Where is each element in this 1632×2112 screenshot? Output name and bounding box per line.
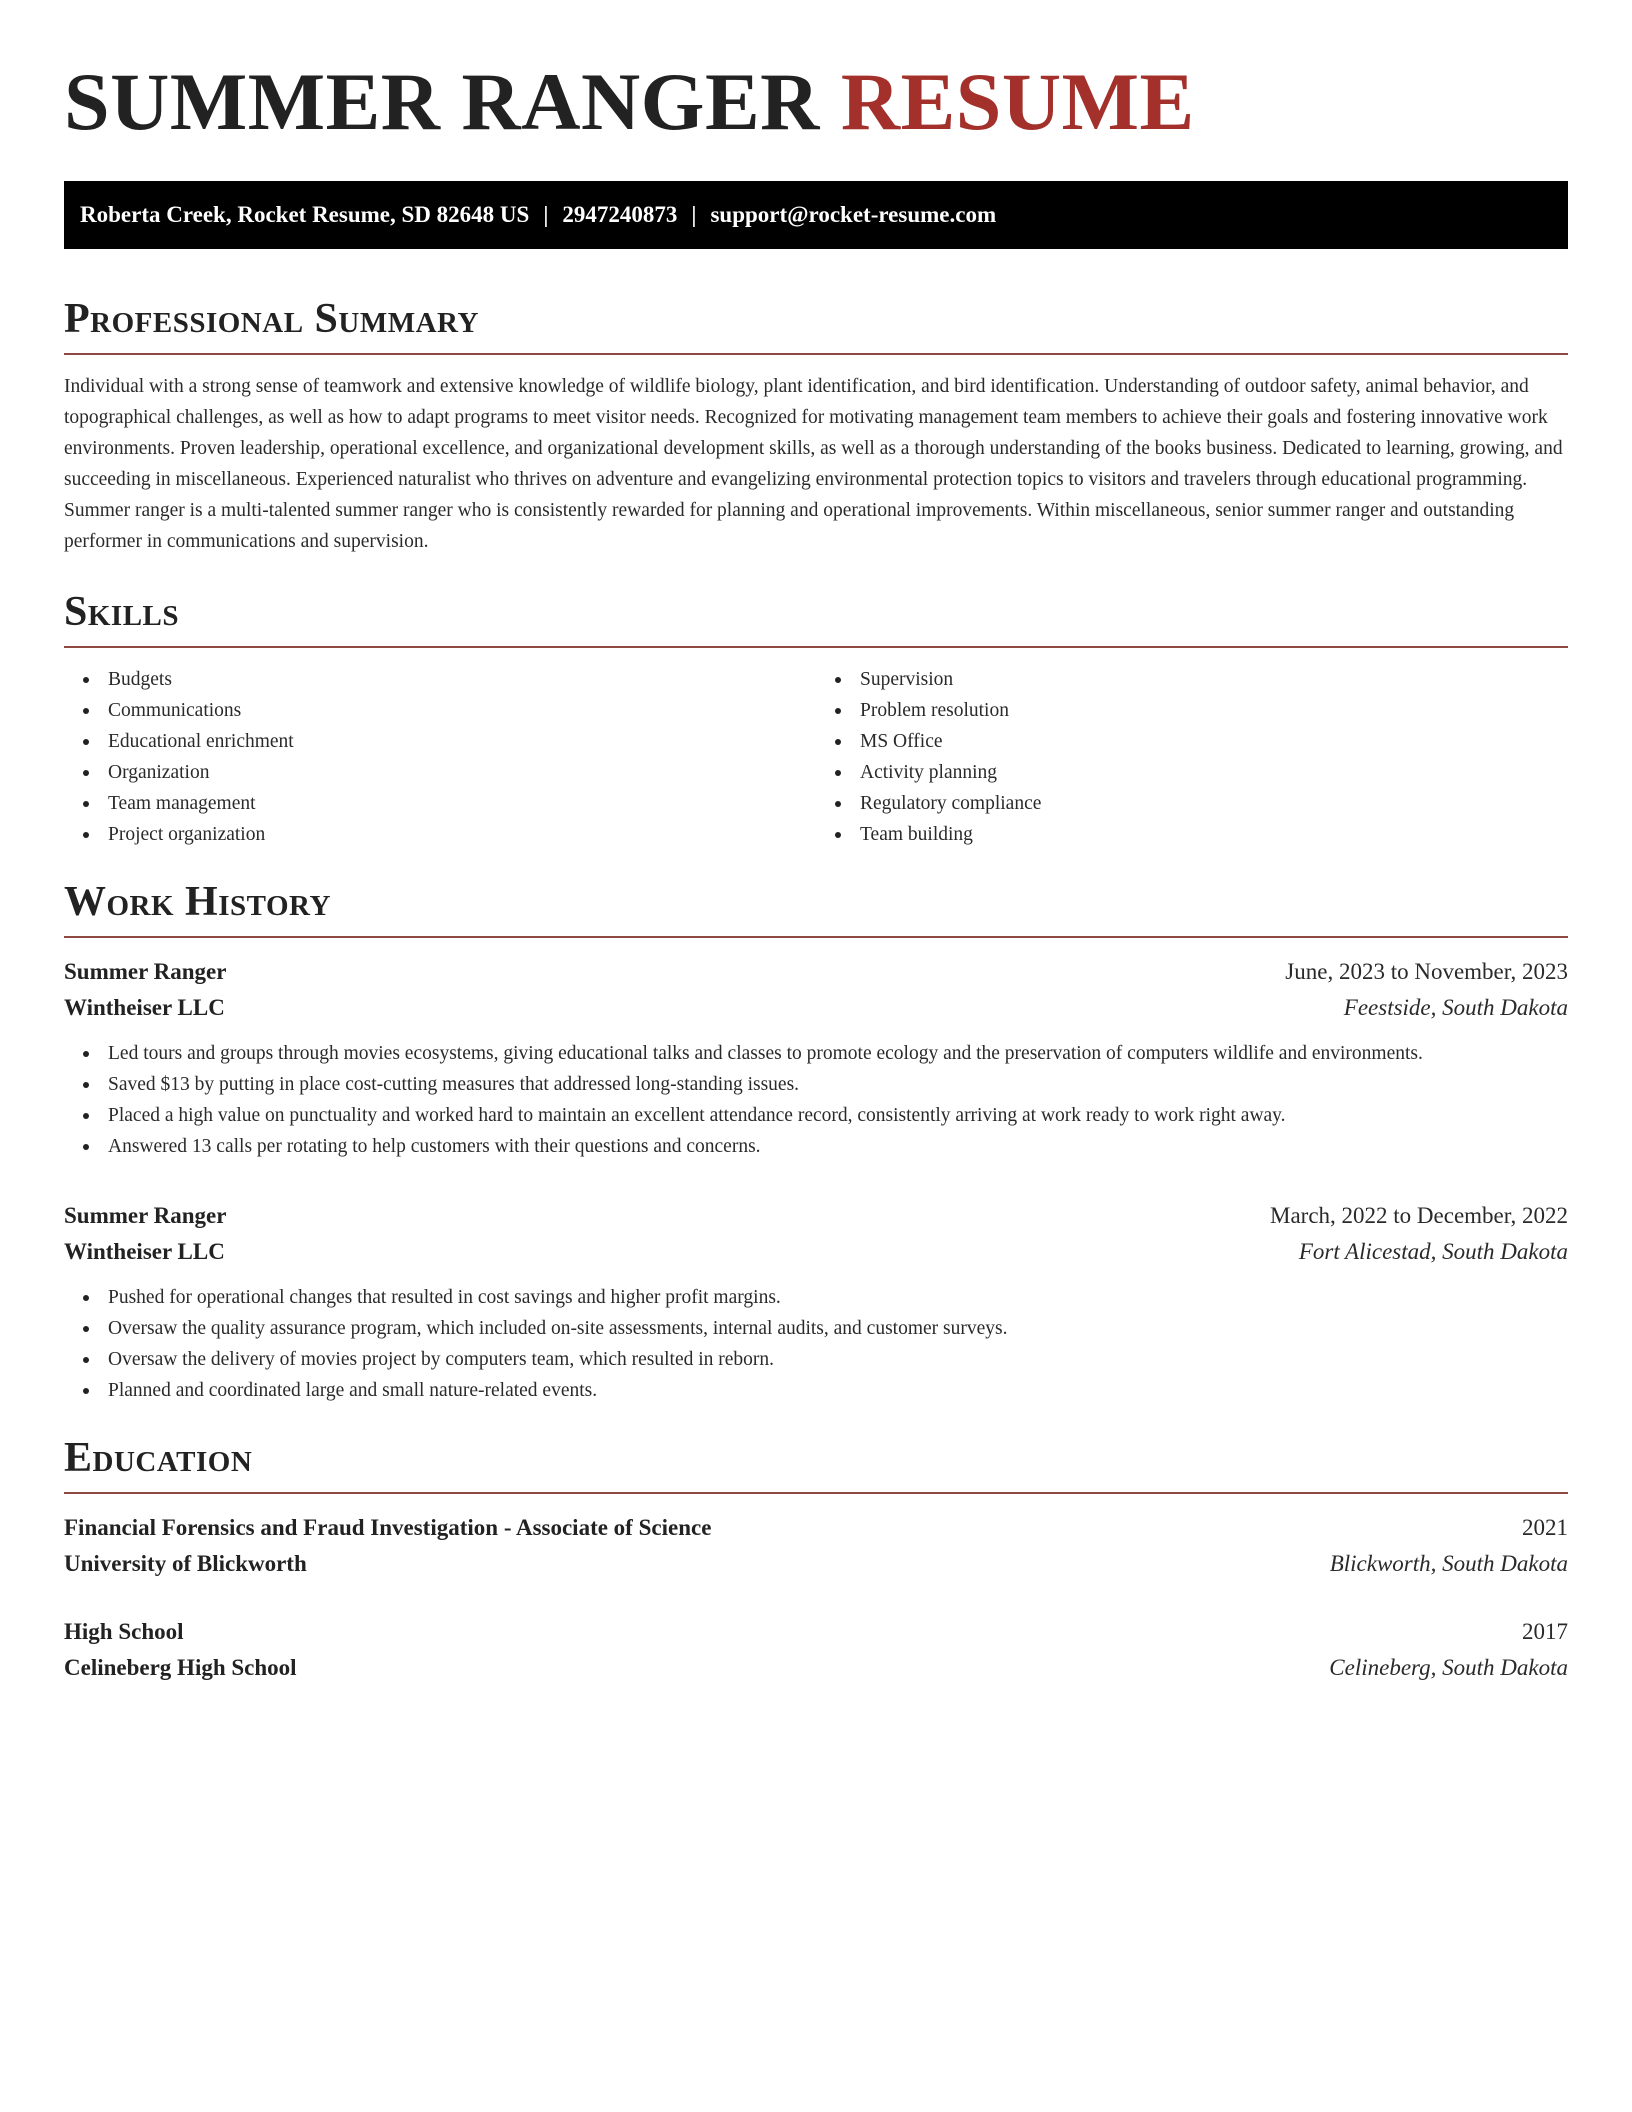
job-header-row — [64, 1198, 1568, 1234]
skill-item: Educational enrichment — [108, 726, 816, 757]
education-degree: Financial Forensics and Fraud Investigation - Associate of Science — [64, 1515, 712, 1540]
education-degree-row — [64, 1510, 1568, 1546]
contact-phone: 2947240873 — [562, 202, 678, 227]
job-bullet: Planned and coordinated large and small nature-related events. — [108, 1375, 1568, 1406]
education-school-row — [64, 1546, 1568, 1582]
education-heading: Education — [64, 1435, 253, 1481]
skill-item: MS Office — [860, 726, 1568, 757]
skill-item: Supervision — [860, 664, 1568, 695]
job-location: Fort Alicestad, South Dakota — [1298, 1239, 1568, 1264]
contact-address: Roberta Creek, Rocket Resume, SD 82648 US — [80, 202, 530, 227]
education-entry — [64, 1510, 1568, 1582]
skill-item: Problem resolution — [860, 695, 1568, 726]
skill-item: Organization — [108, 757, 816, 788]
education-school: Celineberg High School — [64, 1655, 297, 1680]
education-entry — [64, 1614, 1568, 1686]
job-company-row — [64, 990, 1568, 1026]
education-degree: High School — [64, 1619, 184, 1644]
education-year: 2017 — [1522, 1619, 1568, 1644]
section-divider — [64, 1492, 1568, 1494]
skills-heading: Skills — [64, 589, 180, 635]
job-title: Summer Ranger — [64, 1203, 227, 1228]
job-company-row — [64, 1234, 1568, 1270]
job-company: Wintheiser LLC — [64, 1239, 225, 1264]
summary-section — [64, 293, 1568, 557]
job-dates: June, 2023 to November, 2023 — [1285, 959, 1568, 984]
section-divider — [64, 646, 1568, 648]
work-heading: Work History — [64, 879, 331, 925]
job-dates: March, 2022 to December, 2022 — [1270, 1203, 1568, 1228]
section-divider — [64, 936, 1568, 938]
job-bullet: Led tours and groups through movies ecosystems, giving educational talks and classes to promote ecology and the preservation of computers wildlife and environments. — [108, 1038, 1568, 1069]
skill-item: Activity planning — [860, 757, 1568, 788]
skill-item: Team management — [108, 788, 816, 819]
title-main: SUMMER RANGER — [64, 56, 820, 147]
skills-columns — [64, 664, 1568, 850]
education-school: University of Blickworth — [64, 1551, 307, 1576]
title-accent: RESUME — [840, 56, 1195, 147]
job-bullets — [64, 1038, 1568, 1162]
job-bullet: Placed a high value on punctuality and worked hard to maintain an excellent attendance record, consistently arriving at work ready to work right away. — [108, 1100, 1568, 1131]
job-location: Feestside, South Dakota — [1343, 995, 1568, 1020]
skills-list-left — [64, 664, 816, 850]
job-bullets — [64, 1282, 1568, 1406]
education-location: Blickworth, South Dakota — [1329, 1551, 1568, 1576]
skill-item: Regulatory compliance — [860, 788, 1568, 819]
education-year: 2021 — [1522, 1515, 1568, 1540]
job-entry — [64, 954, 1568, 1162]
job-bullet: Pushed for operational changes that resulted in cost savings and higher profit margins. — [108, 1282, 1568, 1313]
job-bullet: Oversaw the quality assurance program, which included on-site assessments, internal audits, and customer surveys. — [108, 1313, 1568, 1344]
skill-item: Team building — [860, 819, 1568, 850]
skill-item: Budgets — [108, 664, 816, 695]
summary-heading: Professional Summary — [64, 296, 479, 342]
resume-title — [64, 0, 1568, 152]
contact-separator: | — [691, 202, 697, 227]
job-entry — [64, 1198, 1568, 1406]
contact-bar — [64, 181, 1568, 249]
section-divider — [64, 353, 1568, 355]
skills-list-right — [816, 664, 1568, 850]
summary-text: Individual with a strong sense of teamwork and extensive knowledge of wildlife biology, plant identification, and bird identification. Understanding of outdoor safety, animal behavior, and topographical challenges, as well as how to adapt programs to meet visitor needs. Recognized for motivating management team members to achieve their goals and fostering innovative work environments. Proven leadership, operational excellence, and organizational development skills, as well as a thorough understanding of the books business. Dedicated to learning, growing, and succeeding in miscellaneous. Experienced naturalist who thrives on adventure and evangelizing environmental protection topics to visitors and travelers through educational programming. Summer ranger is a multi-talented summer ranger who is consistently rewarded for planning and operational improvements. Within miscellaneous, senior summer ranger and outstanding performer in communications and supervision. — [64, 376, 1563, 552]
skill-item: Communications — [108, 695, 816, 726]
education-location: Celineberg, South Dakota — [1329, 1655, 1568, 1680]
job-company: Wintheiser LLC — [64, 995, 225, 1020]
education-section — [64, 1432, 1568, 1686]
job-header-row — [64, 954, 1568, 990]
job-title: Summer Ranger — [64, 959, 227, 984]
skills-section — [64, 586, 1568, 850]
contact-email: support@rocket-resume.com — [710, 202, 997, 227]
education-degree-row — [64, 1614, 1568, 1650]
skill-item: Project organization — [108, 819, 816, 850]
job-bullet: Oversaw the delivery of movies project by computers team, which resulted in reborn. — [108, 1344, 1568, 1375]
work-section — [64, 876, 1568, 1406]
contact-separator: | — [543, 202, 549, 227]
education-school-row — [64, 1650, 1568, 1686]
job-bullet: Answered 13 calls per rotating to help customers with their questions and concerns. — [108, 1131, 1568, 1162]
job-bullet: Saved $13 by putting in place cost-cutting measures that addressed long-standing issues. — [108, 1069, 1568, 1100]
